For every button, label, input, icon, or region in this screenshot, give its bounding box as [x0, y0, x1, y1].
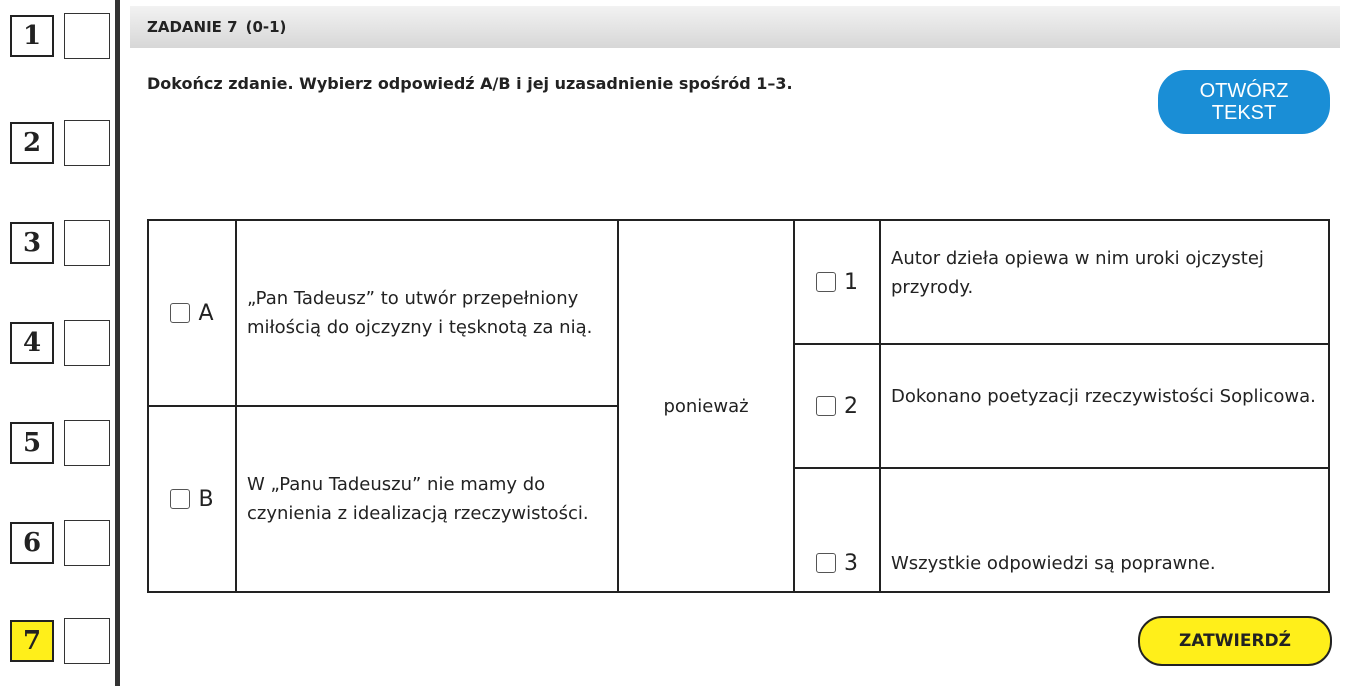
option-3-checkbox[interactable] [816, 553, 836, 573]
nav-status-box-7[interactable] [64, 618, 110, 664]
nav-divider [115, 0, 120, 686]
nav-item-6[interactable] [10, 520, 110, 566]
open-text-button-label-line2: TEKST [1211, 102, 1277, 124]
nav-status-box-1[interactable] [64, 13, 110, 59]
nav-item-3[interactable] [10, 220, 110, 266]
option-b-text-cell [237, 407, 619, 591]
option-a-checkbox[interactable] [170, 303, 190, 323]
option-1[interactable] [795, 221, 879, 343]
option-b-letter: B [198, 486, 214, 512]
connector-text: ponieważ [663, 395, 749, 417]
option-b[interactable] [149, 407, 235, 591]
nav-item-4[interactable] [10, 320, 110, 366]
nav-status-box-3[interactable] [64, 220, 110, 266]
option-2[interactable] [795, 345, 879, 467]
option-2-checkbox[interactable] [816, 396, 836, 416]
option-2-cell[interactable] [795, 345, 881, 469]
open-text-button-label-line1: OTWÓRZ [1199, 80, 1289, 102]
submit-button-label: ZATWIERDŹ [1179, 631, 1291, 651]
nav-number-4[interactable]: 4 [10, 322, 54, 364]
task-navigation [0, 0, 120, 686]
nav-status-box-2[interactable] [64, 120, 110, 166]
nav-item-2[interactable] [10, 120, 110, 166]
option-3[interactable] [795, 469, 879, 591]
option-1-cell[interactable] [795, 221, 881, 345]
option-3-text: Wszystkie odpowiedzi są poprawne. [891, 552, 1216, 574]
nav-number-7[interactable]: 7 [10, 620, 54, 662]
task-points: (0-1) [245, 18, 287, 36]
option-a-text: „Pan Tadeusz” to utwór przepełniony miłością do ojczyzny i tęsknotą za nią. [247, 288, 593, 338]
answer-table [147, 219, 1330, 593]
open-text-button[interactable] [1158, 70, 1330, 134]
option-b-checkbox[interactable] [170, 489, 190, 509]
submit-button[interactable] [1138, 616, 1332, 666]
task-instruction: Dokończ zdanie. Wybierz odpowiedź A/B i jej uzasadnienie spośród 1–3. [147, 74, 793, 93]
nav-number-5[interactable]: 5 [10, 422, 54, 464]
option-a-text-cell [237, 221, 619, 407]
nav-item-1[interactable] [10, 13, 110, 59]
nav-status-box-5[interactable] [64, 420, 110, 466]
connector-cell [619, 221, 795, 591]
option-3-cell[interactable] [795, 469, 881, 591]
option-1-text-cell [881, 221, 1328, 345]
nav-status-box-6[interactable] [64, 520, 110, 566]
nav-number-1[interactable]: 1 [10, 15, 54, 57]
option-a-cell[interactable] [149, 221, 237, 407]
nav-number-2[interactable]: 2 [10, 122, 54, 164]
nav-item-5[interactable] [10, 420, 110, 466]
task-title: ZADANIE 7 [147, 18, 238, 36]
option-2-text: Dokonano poetyzacji rzeczywistości Soplicowa. [891, 385, 1316, 407]
option-1-checkbox[interactable] [816, 272, 836, 292]
task-header [130, 6, 1340, 48]
nav-number-6[interactable]: 6 [10, 522, 54, 564]
option-3-number: 3 [844, 550, 858, 576]
option-b-text: W „Panu Tadeuszu” nie mamy do czynienia z idealizacją rzeczywistości. [247, 474, 589, 524]
option-2-text-cell [881, 345, 1328, 469]
option-3-text-cell [881, 469, 1328, 591]
option-a[interactable] [149, 221, 235, 405]
option-2-number: 2 [844, 393, 858, 419]
nav-status-box-4[interactable] [64, 320, 110, 366]
option-a-letter: A [198, 300, 214, 326]
nav-item-7[interactable] [10, 618, 110, 664]
nav-number-3[interactable]: 3 [10, 222, 54, 264]
option-b-cell[interactable] [149, 407, 237, 591]
option-1-number: 1 [844, 269, 858, 295]
option-1-text: Autor dzieła opiewa w nim uroki ojczystej przyrody. [891, 248, 1264, 298]
